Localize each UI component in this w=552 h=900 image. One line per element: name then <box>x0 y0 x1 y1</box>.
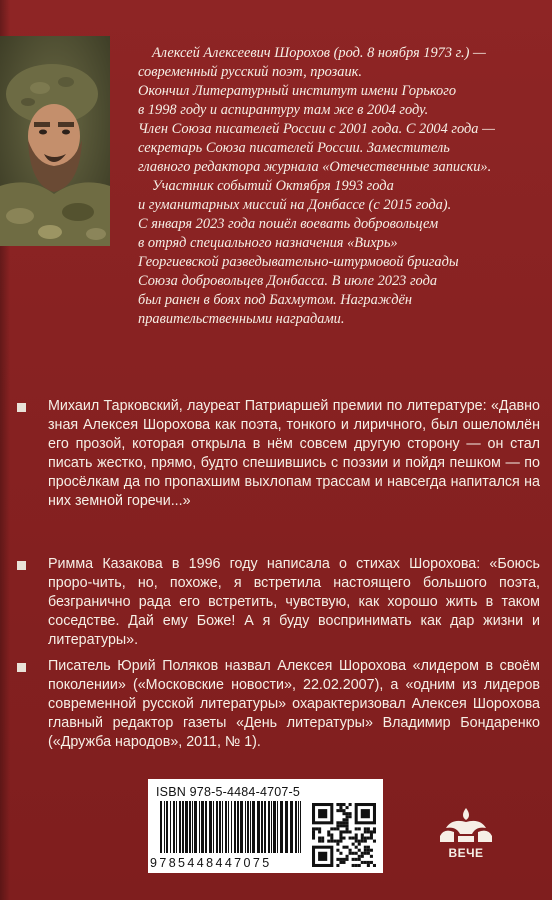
quote-text: Писатель Юрий Поляков назвал Алексея Шорохова «лидером в своём поколении» («Московские новости», 22.02.2007), а «одним из лидеров современной русской литературы» охарактеризовал Алексея Шорохова главный редактор газеты «День литературы» Владимир Бондаренко («Дружба народов», 2011, № 1). <box>48 658 540 750</box>
bio-line: Окончил Литературный институт имени Горького <box>138 83 457 99</box>
publisher-name: ВЕЧЕ <box>448 846 484 860</box>
bio-line: в 1998 году и аспирантуру там же в 2004 году. <box>138 102 429 118</box>
author-photo <box>0 36 110 246</box>
qr-code-icon <box>312 803 376 867</box>
square-bullet-icon <box>17 663 26 672</box>
author-portrait-image <box>0 36 110 246</box>
bio-line: Союза добровольцев Донбасса. В июле 2023 года <box>138 273 438 289</box>
bio-line: Алексей Алексеевич Шорохов (род. 8 ноября 1973 г.) — <box>152 45 486 61</box>
bio-line: Член Союза писателей России с 2001 года. С 2004 года — <box>138 121 495 137</box>
barcode-panel <box>148 779 383 873</box>
isbn-number: ISBN 978-5-4484-4707-5 <box>156 785 301 799</box>
bio-line: современный русский поэт, прозаик. <box>138 64 363 80</box>
review-quote-kazakova <box>48 555 540 650</box>
square-bullet-icon <box>17 403 26 412</box>
author-biography <box>138 44 538 329</box>
bio-line: секретарь Союза писателей России. Заместитель <box>138 140 450 156</box>
ean-digits: 9785448447075 <box>150 856 308 870</box>
bio-line: и гуманитарных миссий на Донбассе (с 2015 года). <box>138 197 452 213</box>
bio-line: правительственными наградами. <box>138 311 345 327</box>
quote-text: Михаил Тарковский, лауреат Патриаршей премии по литературе: «Давно зная Алексея Шорохова как поэта, тонкого и лиричного, был ошеломлён его прозой, которая открыла в нём совсем другую сторону — он стал писать жестко, прямо, будто спешившись с поэзии и пойдя пешком — по просёлкам да по пропахшим выхлопам трассам и навсегда напитался на них земной горечи...» <box>48 398 540 509</box>
review-quote-polyakov <box>48 657 540 752</box>
bio-line: Участник событий Октября 1993 года <box>152 178 394 194</box>
quote-text: Римма Казакова в 1996 году написала о стихах Шорохова: «Боюсь проро-чить, но, похоже, я встретила настоящего большого поэта, безгранично рада его встретить, чувствую, как хорошо жить в таком соседстве. Дай ему Боже! А я буду воспринимать как дар жизни и литературы». <box>48 556 540 648</box>
bio-line: был ранен в боях под Бахмутом. Награждён <box>138 292 413 308</box>
bio-line: главного редактора журнала «Отечественные записки». <box>138 159 492 175</box>
bio-line: С января 2023 года пошёл воевать добровольцем <box>138 216 439 232</box>
bio-line: Георгиевской разведывательно-штурмовой бригады <box>138 254 459 270</box>
ean-barcode-icon <box>156 801 306 859</box>
review-quote-tarkovsky <box>48 397 540 511</box>
bio-line: в отряд специального назначения «Вихрь» <box>138 235 398 251</box>
square-bullet-icon <box>17 561 26 570</box>
